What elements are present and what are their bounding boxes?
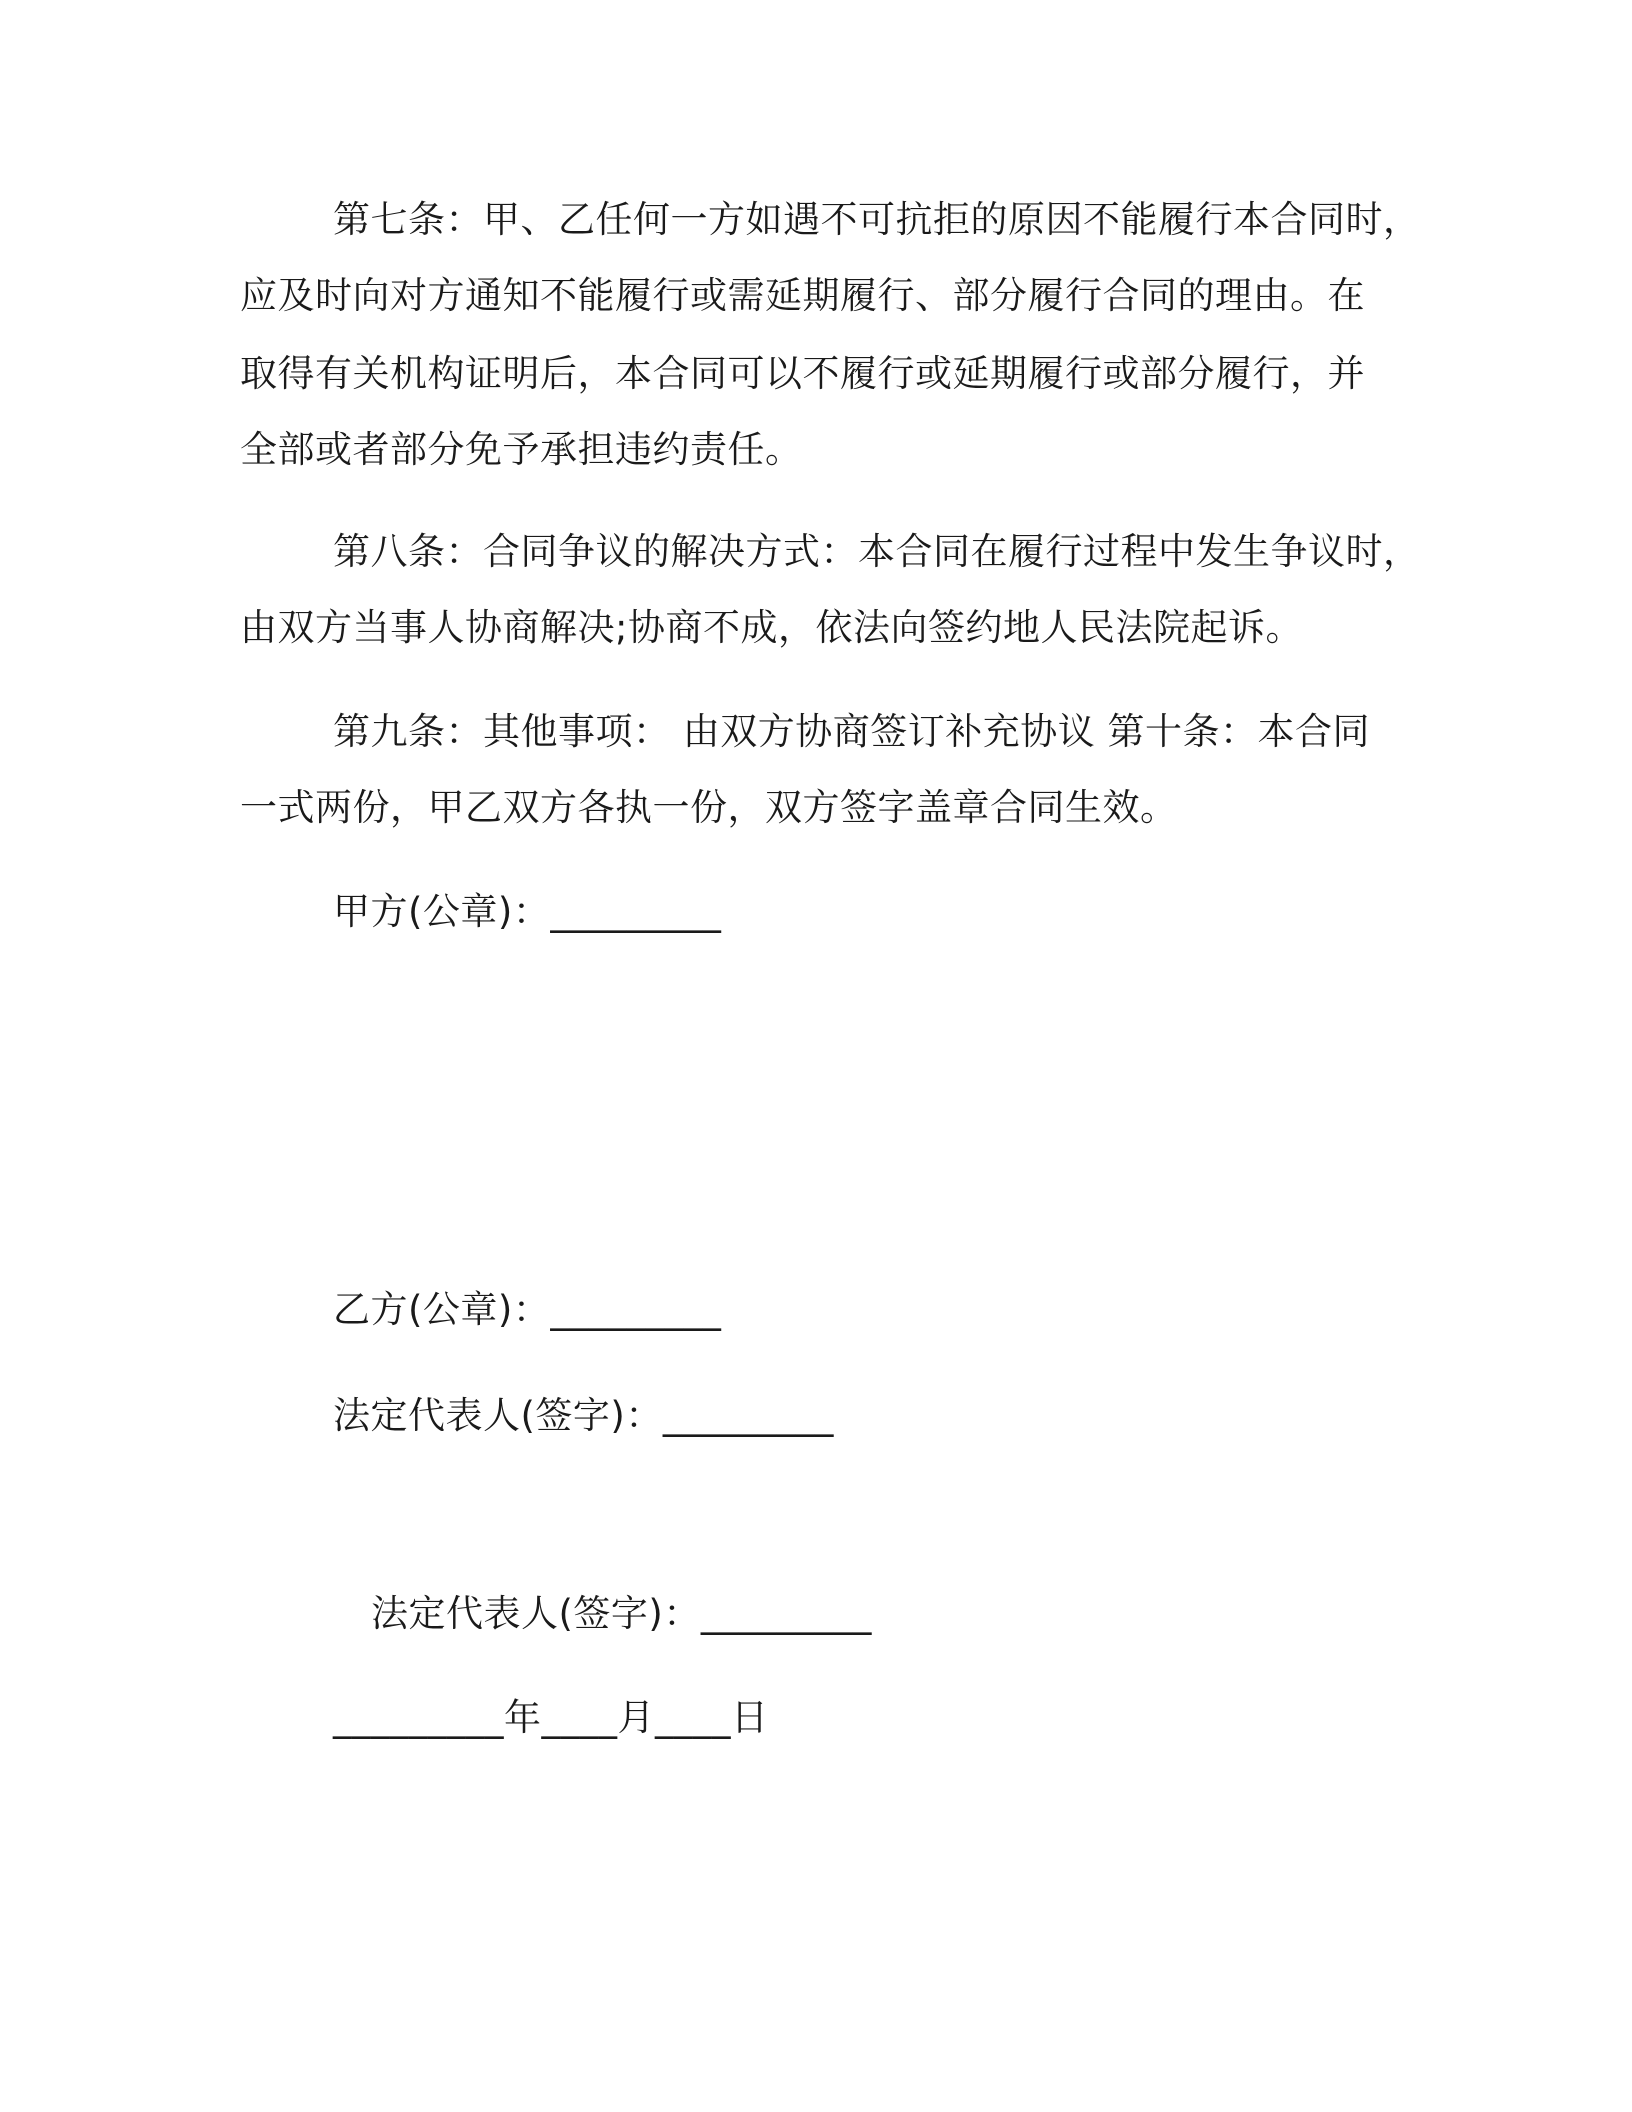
article-7-line-4: 全部或者部分免予承担违约责任。 bbox=[240, 428, 803, 471]
article-9-line-1: 第九条：其他事项： 由双方协商签订补充协议 第十条：本合同 bbox=[333, 710, 1371, 753]
legal-representative-signature-2: 法定代表人(签字)：_________ bbox=[371, 1592, 872, 1635]
legal-representative-signature-1: 法定代表人(签字)：_________ bbox=[333, 1394, 834, 1437]
article-9-line-2: 一式两份，甲乙双方各执一份，双方签字盖章合同生效。 bbox=[240, 786, 1178, 829]
party-a-seal-line: 甲方(公章)：_________ bbox=[333, 890, 722, 933]
article-7-line-3: 取得有关机构证明后，本合同可以不履行或延期履行或部分履行，并 bbox=[240, 352, 1365, 395]
party-b-seal-line: 乙方(公章)：_________ bbox=[333, 1288, 722, 1331]
signing-date: _________年____月____日 bbox=[333, 1696, 769, 1739]
article-8-line-1: 第八条：合同争议的解决方式：本合同在履行过程中发生争议时， bbox=[333, 530, 1421, 573]
article-8-line-2: 由双方当事人协商解决;协商不成，依法向签约地人民法院起诉。 bbox=[240, 606, 1303, 649]
article-7-line-1: 第七条：甲、乙任何一方如遇不可抗拒的原因不能履行本合同时， bbox=[333, 198, 1421, 241]
article-7-line-2: 应及时向对方通知不能履行或需延期履行、部分履行合同的理由。在 bbox=[240, 274, 1365, 317]
